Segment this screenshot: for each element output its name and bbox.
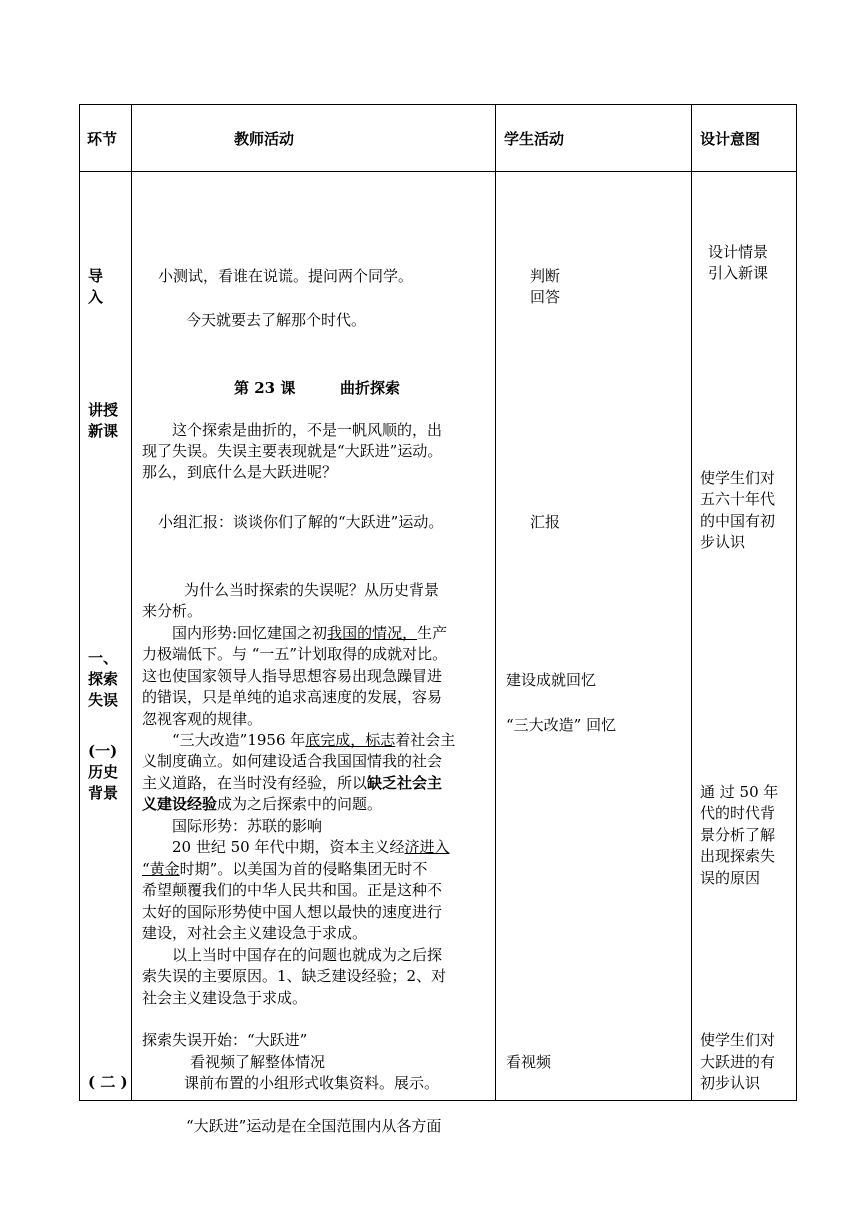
teacher-p13: 课前布置的小组形式收集资料。展示。 [184,1074,440,1092]
header-teacher: 教师活动 [234,130,295,148]
design-d4-l1: 使学生们对 [700,1031,776,1049]
teacher-p6-l1 [172,623,447,644]
teacher-p7-l1 [172,730,455,751]
teacher-p9-l2 [142,859,427,880]
teacher-p9-b: 时期”。以美国为首的侵略集团无时不 [179,860,428,878]
section-part1-3: 失误 [88,691,119,709]
teacher-p3-l2: 现了失误。失误主要表现就是“大跃进”运动。 [142,442,443,460]
teacher-p7-l4 [142,794,382,815]
teacher-p5-l2: 来分析。 [142,602,203,620]
teacher-p10-l3: 社会主义建设急于求成。 [142,989,308,1007]
header-design: 设计意图 [700,130,761,148]
section-lecture-1: 讲授 [88,401,119,419]
teacher-p7-l4-text: 成为之后探索中的问题。 [217,795,383,813]
design-d2-l4: 步认识 [700,533,746,551]
table-body-row [80,172,797,1101]
lesson-title: 曲折探索 [340,379,401,397]
teacher-p5-l1: 为什么当时探索的失误呢？从历史背景 [184,581,440,599]
teacher-p7-underline: 底完成，标志 [305,731,396,749]
teacher-p14: “大跃进”运动是在全国范围内从各方面 [186,1117,442,1135]
section-sub1-3: 背景 [88,784,119,802]
teacher-p6-a: 国内形势:回忆建国之初 [172,624,328,642]
student-s1-l1: 判断 [530,267,561,285]
teacher-p6-l5: 忽视客观的规律。 [142,710,263,728]
teacher-p6-l4: 的错误，只是单纯的追求高速度的发展，容易 [142,688,443,706]
design-d4-l3: 初步认识 [700,1074,761,1092]
teacher-p9-underline-1: 济进入 [404,838,450,856]
design-d1-l1: 设计情景 [708,243,769,261]
header-cell-student [496,105,692,172]
teacher-p4: 小组汇报：谈谈你们了解的“大跃进”运动。 [158,513,444,531]
teacher-p7-l3-bold: 缺乏社会主 [367,774,443,792]
teacher-p1: 小测试，看谁在说谎。提问两个同学。 [158,267,414,285]
section-column [80,172,132,1101]
header-student: 学生活动 [504,130,565,148]
section-part1-1: 一、 [88,649,119,667]
design-d3-l2: 代的时代背 [700,804,776,822]
section-intro-1: 导 [88,267,104,285]
teacher-p6-b: 生产 [417,624,448,642]
table-header-row [80,105,797,172]
teacher-p12: 看视频了解整体情况 [190,1053,326,1071]
student-s2: 汇报 [530,513,561,531]
teacher-p6-l2: 力极端低下。与 “一五”计划取得的成就对比。 [142,645,448,663]
teacher-p2: 今天就要去了解那个时代。 [186,311,367,329]
teacher-p7-l4-bold: 义建设经验 [142,795,218,813]
teacher-p6-underline: 我国的情况， [327,624,418,642]
design-d2-l1: 使学生们对 [700,469,776,487]
lesson-number: 第 23 课 [234,379,296,397]
design-d2-l3: 的中国有初 [700,512,776,530]
teacher-p7-l3-text: 主义道路，在当时没有经验，所以 [142,774,368,792]
header-cell-section [80,105,132,172]
design-d3-l4: 出现探索失 [700,847,776,865]
teacher-p9-l5: 建设，对社会主义建设急于求成。 [142,924,368,942]
header-section: 环节 [87,130,118,148]
teacher-p3-l1: 这个探索是曲折的，不是一帆风顺的，出 [172,421,443,439]
teacher-column [132,172,496,1135]
header-cell-design [692,105,797,172]
design-d3-l1: 通 过 50 年 [700,783,779,801]
teacher-p7-a: “三大改造”1956 年 [172,731,306,749]
section-lecture-2: 新课 [88,422,119,440]
section-sub1-1: (一) [88,742,118,760]
design-d3-l3: 景分析了解 [700,826,776,844]
design-d2-l2: 五六十年代 [700,490,776,508]
section-sub1-2: 历史 [88,763,119,781]
teacher-p9-l4: 太好的国际形势使中国人想以最快的速度进行 [142,903,443,921]
teacher-p10-l1: 以上当时中国存在的问题也就成为之后探 [172,946,443,964]
lesson-plan-table [79,104,797,1135]
header-cell-teacher [132,105,496,172]
teacher-p9-l3: 希望颠覆我们的中华人民共和国。正是这种不 [142,881,443,899]
design-d3-l5: 误的原因 [700,869,761,887]
teacher-p9-a: 20 世纪 50 年代中期，资本主义经 [172,838,405,856]
student-s4: “三大改造” 回忆 [506,716,617,734]
teacher-p7-l3 [142,773,442,794]
teacher-p7-l2: 义制度确立。如何建设适合我国国情我的社会 [142,752,443,770]
student-s3: 建设成就回忆 [506,671,597,689]
design-column [692,172,797,1101]
teacher-p9-l1 [172,837,450,858]
design-d1-l2: 引入新课 [708,264,769,282]
teacher-p7-b: 着社会主 [395,731,456,749]
section-part1-2: 探索 [88,670,119,688]
design-d4-l2: 大跃进的有 [700,1053,776,1071]
teacher-p10-l2: 索失误的主要原因。1、缺乏建设经验；2、对 [142,967,447,985]
student-column [496,172,692,1101]
section-sub2: ( 二 ) [88,1073,128,1091]
student-s5: 看视频 [506,1053,552,1071]
student-s1-l2: 回答 [530,288,561,306]
teacher-p9-underline-2: “黄金 [142,860,180,878]
teacher-p6-l3: 这也使国家领导人指导思想容易出现急躁冒进 [142,667,443,685]
teacher-p11: 探索失误开始：“大跃进” [142,1031,308,1049]
section-intro-2: 入 [88,288,104,306]
teacher-p3-l3: 那么，到底什么是大跃进呢？ [142,463,338,481]
teacher-p8: 国际形势：苏联的影响 [172,817,323,835]
